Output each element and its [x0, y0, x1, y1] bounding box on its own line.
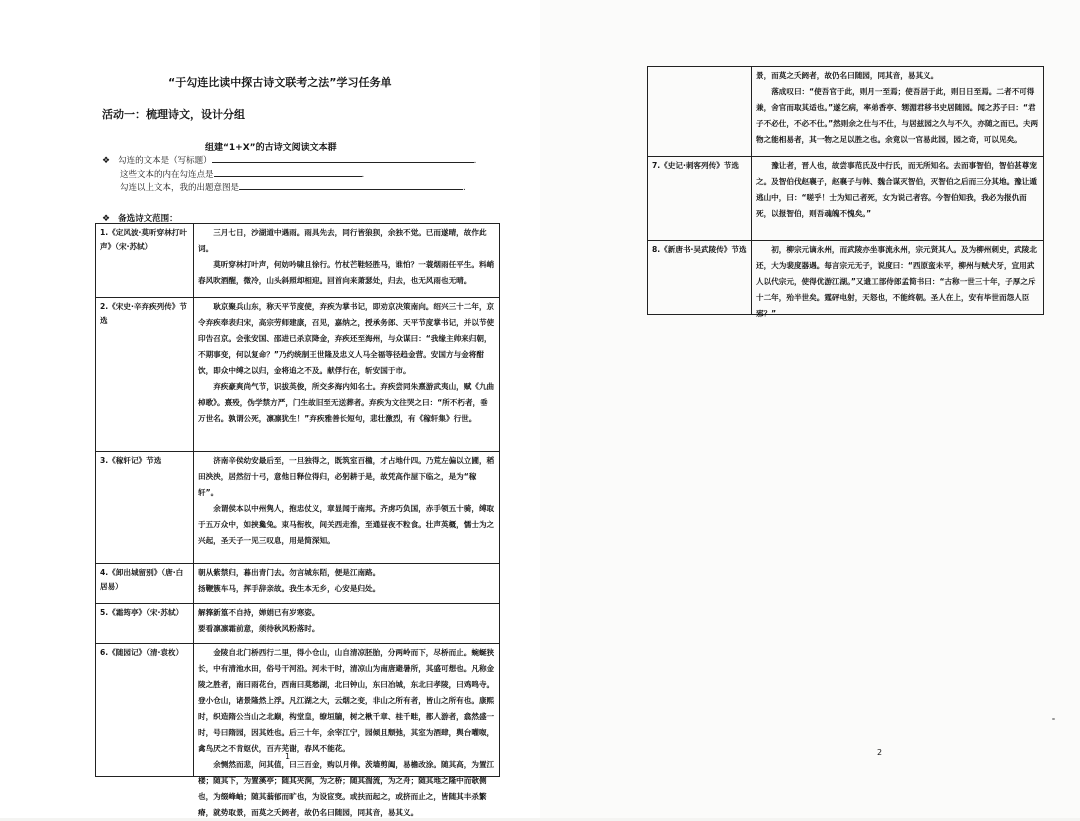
- passage-paragraph: 余谓侯本以中州隽人，抱忠仗义，章显闻于南邦。齐虏巧负国，赤手领五十骑，缚取于五万众中，如挟毚兔。束马衔枚，间关西走淮，至通昼夜不粒食。壮声英概，懦士为之兴起，圣天子一见三叹息，用是简深知。: [198, 504, 495, 545]
- text-row: [96, 564, 500, 604]
- passage-cell: [752, 67, 1044, 157]
- page-number: 1: [285, 752, 291, 761]
- answer-line[interactable]: [214, 167, 362, 177]
- passage-paragraph: 豫让者，晋人也，故尝事范氏及中行氏，而无所知名。去而事智伯，智伯甚尊宠之。及智伯伐赵襄子，赵襄子与韩、魏合谋灭智伯，灭智伯之后而三分其地。豫让遁逃山中，曰：“嗟乎！士为知己者死，女为说己者容。今智伯知我，我必为报仇而死，以报智伯，则吾魂魄不愧矣。”: [756, 161, 1037, 218]
- scan-speck: [1052, 718, 1055, 720]
- text-row: [96, 644, 500, 777]
- passage-paragraph: 弃疾豪爽尚气节，识拔英俊，所交多海内知名士。弃疾尝同朱熹游武夷山，赋《九曲棹歌》。熹殁，伪学禁方严，门生故旧至无送葬者。弃疾为文往哭之曰：“所不朽者，垂万世名。孰谓公死，凛凛犹生！”弃疾雅善长短句，悲壮激烈，有《稼轩集》行世。: [198, 382, 495, 423]
- page-number: 2: [877, 748, 883, 757]
- source-cell: 5.《霜筠亭》（宋·苏轼）: [96, 604, 194, 644]
- source-cell: 8.《新唐书·吴武陵传》节选: [648, 241, 752, 315]
- passage-cell: [752, 157, 1044, 241]
- worksheet-title: “于勾连比读中探古诗文联考之法”学习任务单: [168, 76, 392, 89]
- source-cell: 6.《随园记》（清·袁枚）: [96, 644, 194, 777]
- passage-paragraph: 耿京聚兵山东，称天平节度使，弃疾为掌书记，即劝京决策南向。绍兴三十二年，京令弃疾奉表归宋，高宗劳师建康，召见，嘉纳之，授承务郎、天平节度掌书记，并以节使印告召京。会张安国、邵进已杀京降金，弃疾还至海州，与众谋曰：“我缘主帅来归朝，不期事变，何以复命？”乃约统制王世隆及忠义人马全福等径趋金营。安国方与金将酣饮，即众中缚之以归，金将追之不及。献俘行在，斩安国于市。: [198, 302, 495, 375]
- passage-cell: [194, 224, 500, 298]
- source-cell: 4.《卸出城留别》（唐·白居易）: [96, 564, 194, 604]
- passage-paragraph: 初，柳宗元谪永州，而武陵亦坐事流永州，宗元贤其人。及为柳州刺史，武陵北还，大为裴度器遇。每言宗元无子，说度曰：“西原蛮未平，柳州与贼犬牙，宜用武人以代宗元，使得优游江湖。”又遗工部侍郎孟简书曰：“古称一世三十年，子厚之斥十二年，殆半世矣。霆砰电射，天怒也，不能终朝。圣人在上，安有毕世而怨人臣邪？”: [756, 245, 1037, 318]
- passage-paragraph: 落成叹曰：“使吾官于此，则月一至焉；使吾居于此，则日日至焉。二者不可得兼，舍官而取其适也。”遂乞病，率弟香亭、甥湄君移书史居随园。闻之苏子曰：“君子不必仕，不必不仕。”然则余之仕与不仕，与居兹园之久与不久，亦随之而已。夫两物之能相易者，其一物之足以胜之也。余竟以一官易此园，园之奇，可以见矣。: [756, 87, 1039, 144]
- section-heading: ❖ 备选诗文范围：: [102, 214, 178, 224]
- passage-cell: [752, 241, 1044, 318]
- passage-paragraph: 扬鞭簇车马，挥手辞亲故。我生本无乡，心安是归处。: [198, 584, 381, 593]
- text-row: [96, 224, 500, 298]
- source-cell: 3.《稼轩记》节选: [96, 452, 194, 564]
- passage-cell: [194, 298, 500, 452]
- text-row: [96, 298, 500, 452]
- field-intent: 勾连以上文本，我的出题意图是 .: [120, 180, 466, 193]
- page-1: [0, 0, 540, 818]
- passage-cell: [194, 452, 500, 564]
- passage-cell: [194, 604, 500, 644]
- passage-paragraph: 要看凛凛霜前意，须待秋风粉落时。: [198, 624, 320, 633]
- passage-paragraph: 三月七日，沙湖道中遇雨。雨具先去，同行皆狼狈，余独不觉。已而遂晴，故作此词。: [198, 228, 487, 253]
- answer-line[interactable]: [239, 180, 463, 190]
- passage-paragraph: 解箨新篁不自持，婵娟已有岁寒姿。: [198, 608, 320, 617]
- field-texts: ❖ 勾连的文本是（写标题） .: [102, 153, 476, 166]
- passage-paragraph: 金陵自北门桥西行二里，得小仓山，山自清凉胚胎，分两岭而下，尽桥而止。蜿蜒狭长，中有清池水田，俗号干河沿。河未干时，清凉山为南唐避暑所，其盛可想也。凡称金陵之胜者，南曰雨花台，西南曰莫愁湖，北曰钟山，东曰冶城，东北曰孝陵，曰鸡鸣寺。登小仓山，诸景隆然上浮。凡江湖之大，云烟之变，非山之所有者，皆山之所有也。康熙时，织造隋公当山之北巅，构堂皇，缭垣牖，树之楸千章、桂千畦，都人游者，翕然盛一时，号曰隋园，因其姓也。后三十年，余宰江宁，园倾且颓弛，其室为酒肆，舆台嚾呶，禽鸟厌之不肯妪伏，百卉芜谢，春风不能花。: [198, 648, 495, 753]
- passage-paragraph: 莫听穿林打叶声，何妨吟啸且徐行。竹杖芒鞋轻胜马，谁怕？一蓑烟雨任平生。料峭春风吹酒醒，微冷，山头斜照却相迎。回首向来萧瑟处，归去，也无风雨也无晴。: [198, 260, 495, 285]
- text-group-subtitle: 组建“1+X”的古诗文阅读文本群: [205, 143, 337, 153]
- text-row: [648, 67, 1044, 157]
- passage-cell: [194, 564, 500, 604]
- source-cell: 7.《史记·刺客列传》节选: [648, 157, 752, 241]
- passage-paragraph: 余恻然而悲，问其值，曰三百金，购以月俸。茨墙剪阖，易檐改涂。随其高，为置江楼；随其下，为置溪亭；随其夹涧，为之桥；随其湍流，为之舟；随其地之隆中而欹侧也，为缀峰岫；随其蓊郁而旷也，为设宧窔。或扶而起之，或挤而止之，皆随其丰杀繁瘠，就势取景，而莫之夭阏者，故仍名曰随园，同其音，易其义。: [198, 760, 495, 817]
- source-cell: [648, 67, 752, 157]
- passage-paragraph: 朝从紫禁归，暮出青门去。勿言城东陌，便是江南路。: [198, 568, 381, 577]
- source-cell: 2.《宋史·辛弃疾列传》节选: [96, 298, 194, 452]
- diamond-bullet-icon: ❖: [102, 156, 111, 166]
- text-row: [96, 604, 500, 644]
- text-row: [648, 157, 1044, 241]
- activity-heading: 活动一：梳理诗文，设计分组: [102, 108, 245, 121]
- diamond-bullet-icon: ❖: [102, 214, 111, 224]
- field-links: 这些文本的内在勾连点是 .: [120, 167, 364, 180]
- passage-paragraph: 济南辛侯幼安最后至，一旦独得之，既筑室百楹，才占地什四。乃荒左偏以立圃，稻田泱泱，居然衍十弓，意他日释位得归，必躬耕于是，故凭高作屋下临之，是为“稼轩”。: [198, 456, 495, 497]
- text-row: [96, 452, 500, 564]
- source-cell: 1.《定风波·莫听穿林打叶声》（宋·苏轼）: [96, 224, 194, 298]
- answer-line[interactable]: [212, 153, 474, 163]
- passage-paragraph: 景，而莫之夭阏者，故仍名曰随园，同其音，易其义。: [756, 71, 939, 80]
- text-table-page1: [95, 223, 500, 817]
- passage-cell: [194, 644, 500, 817]
- text-row: [648, 241, 1044, 315]
- text-table-page2: [647, 66, 1044, 318]
